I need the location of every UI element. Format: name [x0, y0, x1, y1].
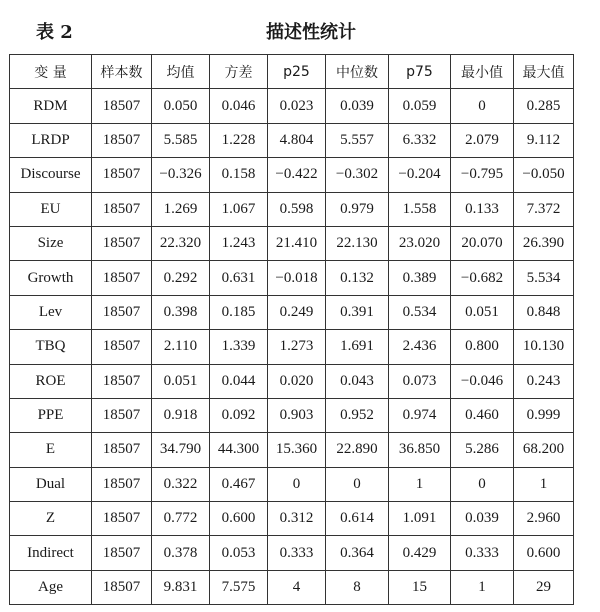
table-row [10, 123, 574, 157]
cell-p25: 0.903 [268, 398, 326, 432]
cell-variance: 44.300 [210, 433, 268, 467]
cell-variable: E [10, 433, 92, 467]
cell-min: 0.133 [451, 192, 514, 226]
cell-max: −0.050 [514, 158, 574, 192]
cell-variable: Z [10, 502, 92, 536]
cell-p75: 0.389 [389, 261, 451, 295]
cell-variable: Growth [10, 261, 92, 295]
cell-variable: RDM [10, 89, 92, 123]
table-row [10, 364, 574, 398]
cell-mean: 2.110 [152, 330, 210, 364]
cell-min: 5.286 [451, 433, 514, 467]
cell-variance: 0.631 [210, 261, 268, 295]
table-row [10, 433, 574, 467]
cell-median: 22.130 [326, 226, 389, 260]
cell-median: 5.557 [326, 123, 389, 157]
cell-mean: 0.772 [152, 502, 210, 536]
cell-variance: 0.158 [210, 158, 268, 192]
cell-p25: 0.023 [268, 89, 326, 123]
cell-sample-size: 18507 [92, 364, 152, 398]
cell-mean: 0.050 [152, 89, 210, 123]
cell-p25: 21.410 [268, 226, 326, 260]
cell-sample-size: 18507 [92, 536, 152, 570]
cell-max: 29 [514, 570, 574, 604]
cell-variance: 0.053 [210, 536, 268, 570]
cell-max: 7.372 [514, 192, 574, 226]
table-row [10, 261, 574, 295]
column-header-max: 最大值 [514, 55, 574, 89]
cell-variable: LRDP [10, 123, 92, 157]
cell-mean: 0.378 [152, 536, 210, 570]
cell-p75: 1.558 [389, 192, 451, 226]
cell-sample-size: 18507 [92, 295, 152, 329]
cell-variance: 0.046 [210, 89, 268, 123]
cell-mean: −0.326 [152, 158, 210, 192]
cell-variance: 1.339 [210, 330, 268, 364]
cell-p25: 15.360 [268, 433, 326, 467]
cell-sample-size: 18507 [92, 261, 152, 295]
table-row [10, 295, 574, 329]
cell-max: 26.390 [514, 226, 574, 260]
cell-sample-size: 18507 [92, 570, 152, 604]
cell-variance: 0.185 [210, 295, 268, 329]
cell-variable: Size [10, 226, 92, 260]
cell-variable: EU [10, 192, 92, 226]
cell-mean: 0.918 [152, 398, 210, 432]
cell-min: 0.039 [451, 502, 514, 536]
cell-mean: 0.398 [152, 295, 210, 329]
cell-variable: Indirect [10, 536, 92, 570]
cell-median: 0.043 [326, 364, 389, 398]
cell-max: 1 [514, 467, 574, 501]
cell-p75: 0.059 [389, 89, 451, 123]
cell-sample-size: 18507 [92, 158, 152, 192]
cell-variable: Lev [10, 295, 92, 329]
table-number: 表 2 [36, 22, 73, 43]
cell-sample-size: 18507 [92, 433, 152, 467]
cell-variance: 1.243 [210, 226, 268, 260]
cell-variance: 1.067 [210, 192, 268, 226]
cell-median: 1.691 [326, 330, 389, 364]
cell-max: 5.534 [514, 261, 574, 295]
cell-min: 0.800 [451, 330, 514, 364]
column-header-median: 中位数 [326, 55, 389, 89]
cell-max: 0.600 [514, 536, 574, 570]
table-row [10, 467, 574, 501]
cell-p75: 0.534 [389, 295, 451, 329]
cell-p75: 0.429 [389, 536, 451, 570]
cell-mean: 0.051 [152, 364, 210, 398]
cell-mean: 9.831 [152, 570, 210, 604]
cell-variable: ROE [10, 364, 92, 398]
cell-median: 0.132 [326, 261, 389, 295]
cell-p25: 4 [268, 570, 326, 604]
cell-median: 0.039 [326, 89, 389, 123]
cell-variable: Dual [10, 467, 92, 501]
cell-median: −0.302 [326, 158, 389, 192]
cell-sample-size: 18507 [92, 123, 152, 157]
cell-p25: 0.020 [268, 364, 326, 398]
cell-min: 0.051 [451, 295, 514, 329]
cell-sample-size: 18507 [92, 330, 152, 364]
cell-mean: 22.320 [152, 226, 210, 260]
cell-median: 0 [326, 467, 389, 501]
cell-sample-size: 18507 [92, 226, 152, 260]
cell-min: 1 [451, 570, 514, 604]
cell-min: 20.070 [451, 226, 514, 260]
table-row [10, 330, 574, 364]
cell-variable: Discourse [10, 158, 92, 192]
cell-p75: 36.850 [389, 433, 451, 467]
cell-p25: 0.312 [268, 502, 326, 536]
cell-min: −0.682 [451, 261, 514, 295]
cell-p75: −0.204 [389, 158, 451, 192]
cell-p75: 1.091 [389, 502, 451, 536]
cell-variance: 0.092 [210, 398, 268, 432]
cell-variable: PPE [10, 398, 92, 432]
column-header-variable: 变 量 [10, 55, 92, 89]
cell-sample-size: 18507 [92, 398, 152, 432]
cell-variance: 1.228 [210, 123, 268, 157]
cell-p25: −0.018 [268, 261, 326, 295]
cell-median: 22.890 [326, 433, 389, 467]
cell-mean: 34.790 [152, 433, 210, 467]
column-header-p25: p25 [268, 55, 326, 89]
cell-max: 0.999 [514, 398, 574, 432]
cell-p25: 1.273 [268, 330, 326, 364]
cell-p75: 2.436 [389, 330, 451, 364]
table-row [10, 398, 574, 432]
table-row [10, 89, 574, 123]
column-header-p75: p75 [389, 55, 451, 89]
cell-p75: 0.974 [389, 398, 451, 432]
cell-median: 0.614 [326, 502, 389, 536]
cell-max: 10.130 [514, 330, 574, 364]
cell-sample-size: 18507 [92, 89, 152, 123]
cell-mean: 0.322 [152, 467, 210, 501]
cell-variable: TBQ [10, 330, 92, 364]
cell-p75: 0.073 [389, 364, 451, 398]
cell-max: 2.960 [514, 502, 574, 536]
cell-max: 68.200 [514, 433, 574, 467]
cell-variable: Age [10, 570, 92, 604]
cell-min: −0.046 [451, 364, 514, 398]
descriptive-stats-table [9, 54, 574, 605]
cell-median: 0.979 [326, 192, 389, 226]
cell-mean: 0.292 [152, 261, 210, 295]
cell-p75: 6.332 [389, 123, 451, 157]
table-row [10, 502, 574, 536]
cell-p25: 0 [268, 467, 326, 501]
cell-variance: 0.600 [210, 502, 268, 536]
cell-median: 8 [326, 570, 389, 604]
cell-min: −0.795 [451, 158, 514, 192]
cell-min: 2.079 [451, 123, 514, 157]
cell-median: 0.364 [326, 536, 389, 570]
cell-sample-size: 18507 [92, 192, 152, 226]
cell-p25: −0.422 [268, 158, 326, 192]
cell-median: 0.952 [326, 398, 389, 432]
cell-max: 9.112 [514, 123, 574, 157]
cell-mean: 1.269 [152, 192, 210, 226]
table-row [10, 570, 574, 604]
cell-p75: 1 [389, 467, 451, 501]
table-title: 描述性统计 [266, 22, 356, 43]
cell-p25: 4.804 [268, 123, 326, 157]
cell-median: 0.391 [326, 295, 389, 329]
cell-sample-size: 18507 [92, 467, 152, 501]
column-header-mean: 均值 [152, 55, 210, 89]
cell-p25: 0.333 [268, 536, 326, 570]
cell-p25: 0.598 [268, 192, 326, 226]
cell-variance: 0.467 [210, 467, 268, 501]
cell-p75: 23.020 [389, 226, 451, 260]
table-body [10, 89, 574, 605]
column-header-min: 最小值 [451, 55, 514, 89]
cell-min: 0 [451, 467, 514, 501]
cell-mean: 5.585 [152, 123, 210, 157]
cell-min: 0 [451, 89, 514, 123]
cell-min: 0.460 [451, 398, 514, 432]
table-header-row [10, 55, 574, 89]
table-row [10, 226, 574, 260]
cell-p25: 0.249 [268, 295, 326, 329]
cell-max: 0.285 [514, 89, 574, 123]
cell-min: 0.333 [451, 536, 514, 570]
column-header-sample-size: 样本数 [92, 55, 152, 89]
cell-max: 0.243 [514, 364, 574, 398]
table-row [10, 158, 574, 192]
cell-variance: 7.575 [210, 570, 268, 604]
cell-sample-size: 18507 [92, 502, 152, 536]
table-row [10, 536, 574, 570]
cell-p75: 15 [389, 570, 451, 604]
column-header-variance: 方差 [210, 55, 268, 89]
cell-max: 0.848 [514, 295, 574, 329]
table-row [10, 192, 574, 226]
cell-variance: 0.044 [210, 364, 268, 398]
